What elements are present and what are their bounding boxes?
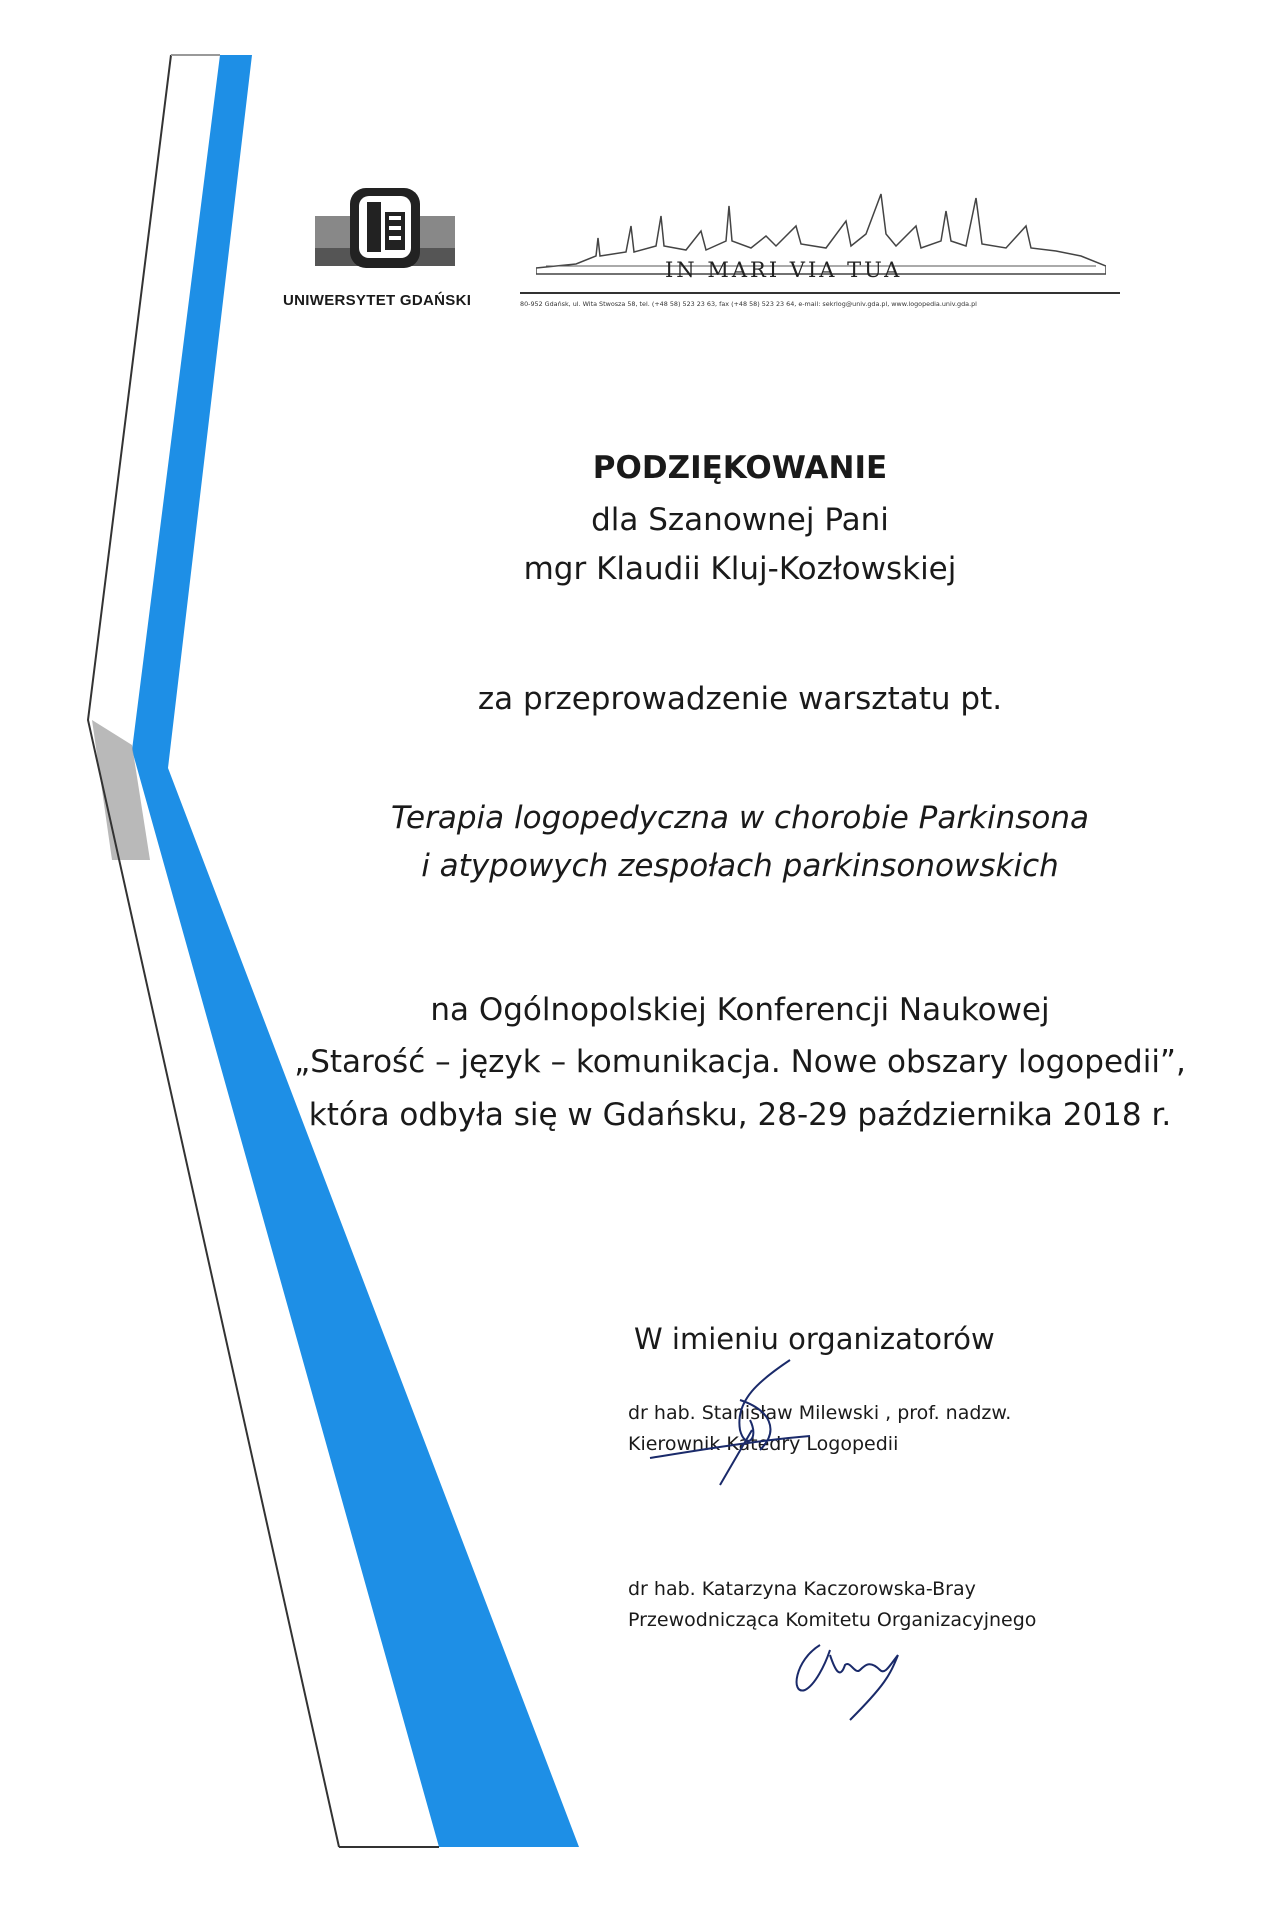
signature-2-icon (790, 1635, 920, 1725)
header-divider (520, 292, 1120, 294)
workshop-title-line-1: Terapia logopedyczna w chorobie Parkinsona (390, 800, 1090, 836)
conference-line-3: która odbyła się w Gdańsku, 28-29 października 2018 r. (308, 1097, 1172, 1133)
signer-1-role: Kierownik Katedry Logopedii (628, 1433, 899, 1455)
signer-2-role: Przewodnicząca Komitetu Organizacyjnego (628, 1609, 1037, 1631)
conference-line-1: na Ogólnopolskiej Konferencji Naukowej (430, 992, 1050, 1028)
university-name: UNIWERSYTET GDAŃSKI (283, 292, 472, 309)
workshop-title-line-2: i atypowych zespołach parkinsonowskich (421, 848, 1059, 884)
conference-line-2: „Starość – język – komunikacja. Nowe obszary logopedii”, (294, 1044, 1186, 1080)
recipient-name: mgr Klaudii Kluj-Kozłowskiej (523, 551, 957, 587)
recipient-line-1: dla Szanownej Pani (591, 502, 889, 538)
signer-2-name: dr hab. Katarzyna Kaczorowska-Bray (628, 1578, 976, 1600)
signer-1-name: dr hab. Stanisław Milewski , prof. nadzw. (628, 1402, 1012, 1424)
on-behalf-text: W imieniu organizatorów (634, 1322, 995, 1356)
signature-1-icon (640, 1340, 820, 1490)
motto-text: IN MARI VIA TUA (665, 258, 903, 282)
blue-stripe (132, 55, 579, 1847)
certificate-title: PODZIĘKOWANIE (592, 450, 888, 486)
address-line: 80-952 Gdańsk, ul. Wita Stwosza 58, tel. (+48 58) 523 23 63, fax (+48 58) 523 23 64, e-mail: sekrlog@univ.gda.pl, www.logopedia.univ.gda.pl (520, 300, 977, 308)
for-line: za przeprowadzenie warsztatu pt. (477, 681, 1003, 717)
university-logo-icon (315, 186, 455, 286)
